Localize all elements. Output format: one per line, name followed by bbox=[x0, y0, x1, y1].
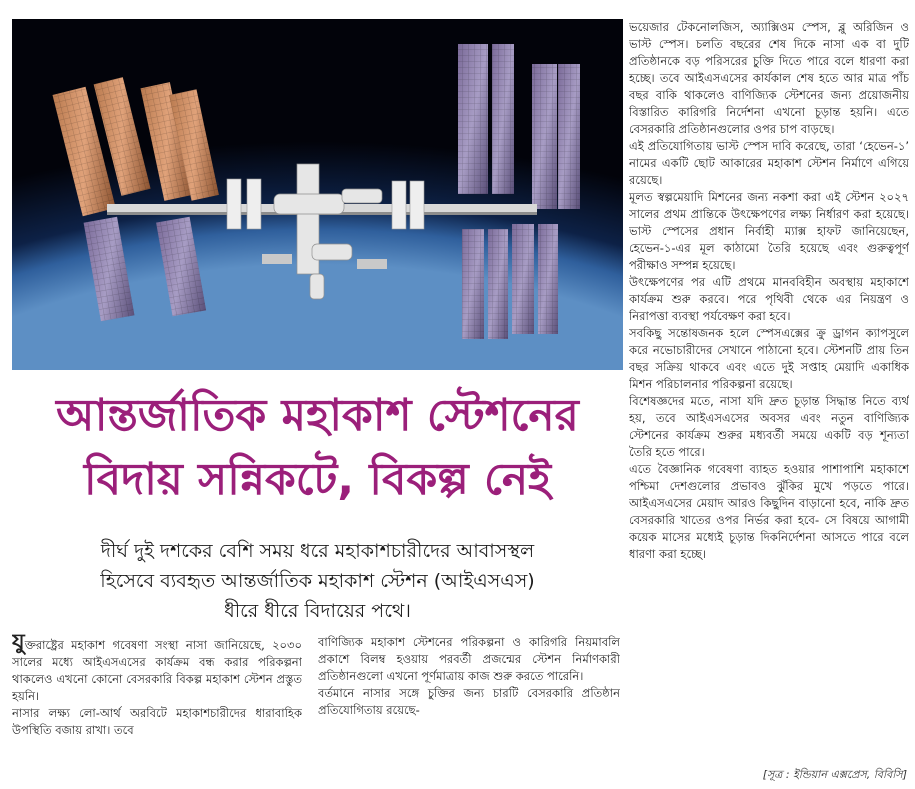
subheadline bbox=[12, 536, 623, 626]
paragraph: উৎক্ষেপণের পর এটি প্রথমে মানববিহীন অবস্থায় মহাকাশে কার্যক্রম শুরু করবে। পরে পৃথিবী থেকে এর নিয়ন্ত্রণ ও নিরাপত্তা ব্যবস্থা পর্যবেক্ষণ করা হবে। bbox=[629, 275, 909, 323]
headline-line-2: বিদায় সন্নিকটে, বিকল্প নেই bbox=[83, 454, 552, 505]
subheadline-line-3: ধীরে ধীরে বিদায়ের পথে। bbox=[224, 600, 411, 622]
paragraph: এই প্রতিযোগিতায় ভাস্ট স্পেস দাবি করেছে, তারা ‘হেভেন-১’ নামের একটি ছোট আকারের মহাকাশ স্টেশন নির্মাণে এগিয়ে রয়েছে। bbox=[629, 139, 909, 187]
subheadline-line-1: দীর্ঘ দুই দশকের বেশি সময় ধরে মহাকাশচারীদের আবাসস্থল bbox=[100, 540, 535, 562]
article-column-3 bbox=[629, 19, 909, 764]
paragraph: বিশেষজ্ঞদের মতে, নাসা যদি দ্রুত চূড়ান্ত সিদ্ধান্ত নিতে ব্যর্থ হয়, তবে আইএসএসের অবসর এবং নতুন বাণিজ্যিক স্টেশনের কার্যক্রম শুরুর মধ্যবর্তী সময়ে একটি বড় শূন্যতা তৈরি হতে পারে। bbox=[629, 394, 909, 459]
paragraph: বর্তমানে নাসার সঙ্গে চুক্তির জন্য চারটি বেসরকারি প্রতিষ্ঠান প্রতিযোগিতায় রয়েছে- bbox=[318, 686, 620, 717]
paragraph bbox=[12, 634, 302, 705]
paragraph: নাসার লক্ষ্য লো-আর্থ অরবিটে মহাকাশচারীদের ধারাবাহিক উপস্থিতি বজায় রাখা। তবে bbox=[12, 706, 302, 737]
paragraph: ভয়েজার টেকনোলজিস, অ্যাক্সিওম স্পেস, ব্লু অরিজিন ও ভাস্ট স্পেস। চলতি বছরের শেষ দিকে নাসা এক বা দুটি প্রতিষ্ঠানকে বড় পরিসরের চুক্তি দিতে পারে বলে ধারণা করা হচ্ছে। তবে আইএসএসের কার্যকাল শেষ হতে আর মাত্র পাঁচ বছর বাকি থাকলেও বাণিজ্যিক স্টেশনের জন্য প্রয়োজনীয় বিস্তারিত কারিগরি নির্দেশনা এখনো চূড়ান্ত হয়নি। এতে বেসরকারি প্রতিষ্ঠানগুলোর ওপর চাপ বাড়ছে। bbox=[629, 20, 909, 136]
paragraph: বাণিজ্যিক মহাকাশ স্টেশনের পরিকল্পনা ও কারিগরি নিয়মাবলি প্রকাশে বিলম্ব হওয়ায় পরবর্তী প্রজন্মের স্টেশন নির্মাণকারী প্রতিষ্ঠানগুলো এখনো পূর্ণমাত্রায় কাজ শুরু করতে পারেনি। bbox=[318, 635, 620, 683]
headline bbox=[12, 384, 623, 512]
paragraph: সবকিছু সন্তোষজনক হলে স্পেসএক্সের ক্রু ড্রাগন ক্যাপসুলে করে নভোচারীদের সেখানে পাঠানো হবে। স্টেশনটি প্রায় তিন বছর সক্রিয় থাকবে এবং এতে দুই সপ্তাহ মেয়াদি একাধিক মিশন পরিচালনার পরিকল্পনা রয়েছে। bbox=[629, 326, 909, 391]
iss-illustration bbox=[12, 19, 623, 370]
space-station-photo bbox=[12, 19, 623, 370]
paragraph: এতে বৈজ্ঞানিক গবেষণা ব্যাহত হওয়ার পাশাপাশি মহাকাশে পশ্চিমা দেশগুলোর প্রভাবও ঝুঁকির মুখে পড়তে পারে। আইএসএসের মেয়াদ আরও কিছুদিন বাড়ানো হবে, নাকি দ্রুত বেসরকারি খাতের ওপর নির্ভর করা হবে- সে বিষয়ে আগামী কয়েক মাসের মধ্যেই চূড়ান্ত দিকনির্দেশনা আসতে পারে বলে ধারণা করা হচ্ছে। bbox=[629, 462, 909, 561]
article-column-2 bbox=[318, 634, 620, 784]
paragraph: মূলত স্বল্পমেয়াদি মিশনের জন্য নকশা করা এই স্টেশন ২০২৭ সালের প্রথম প্রান্তিকে উৎক্ষেপণের লক্ষ্য নির্ধারণ করা হয়েছে। ভাস্ট স্পেসের প্রধান নির্বাহী ম্যাক্স হাফট জানিয়েছেন, হেভেন-১-এর মূল কাঠামো তৈরি হয়েছে এবং গুরুত্বপূর্ণ পরীক্ষাও সম্পন্ন হয়েছে। bbox=[629, 190, 909, 272]
drop-cap: যু bbox=[12, 634, 25, 655]
paragraph-text: ক্তরাষ্ট্রের মহাকাশ গবেষণা সংস্থা নাসা জানিয়েছে, ২০৩০ সালের মধ্যে আইএসএসের কার্যক্রম বন্ধ করার পরিকল্পনা থাকলেও এখনো কোনো বেসরকারি বিকল্প মহাকাশ স্টেশন প্রস্তুত হয়নি। bbox=[12, 638, 302, 703]
article-column-1 bbox=[12, 634, 302, 784]
subheadline-line-2: হিসেবে ব্যবহৃত আন্তর্জাতিক মহাকাশ স্টেশন (আইএসএস) bbox=[100, 570, 535, 592]
source-credit: [সূত্র : ইন্ডিয়ান এক্সপ্রেস, বিবিসি] bbox=[762, 768, 907, 781]
headline-line-1: আন্তর্জাতিক মহাকাশ স্টেশনের bbox=[56, 390, 579, 441]
